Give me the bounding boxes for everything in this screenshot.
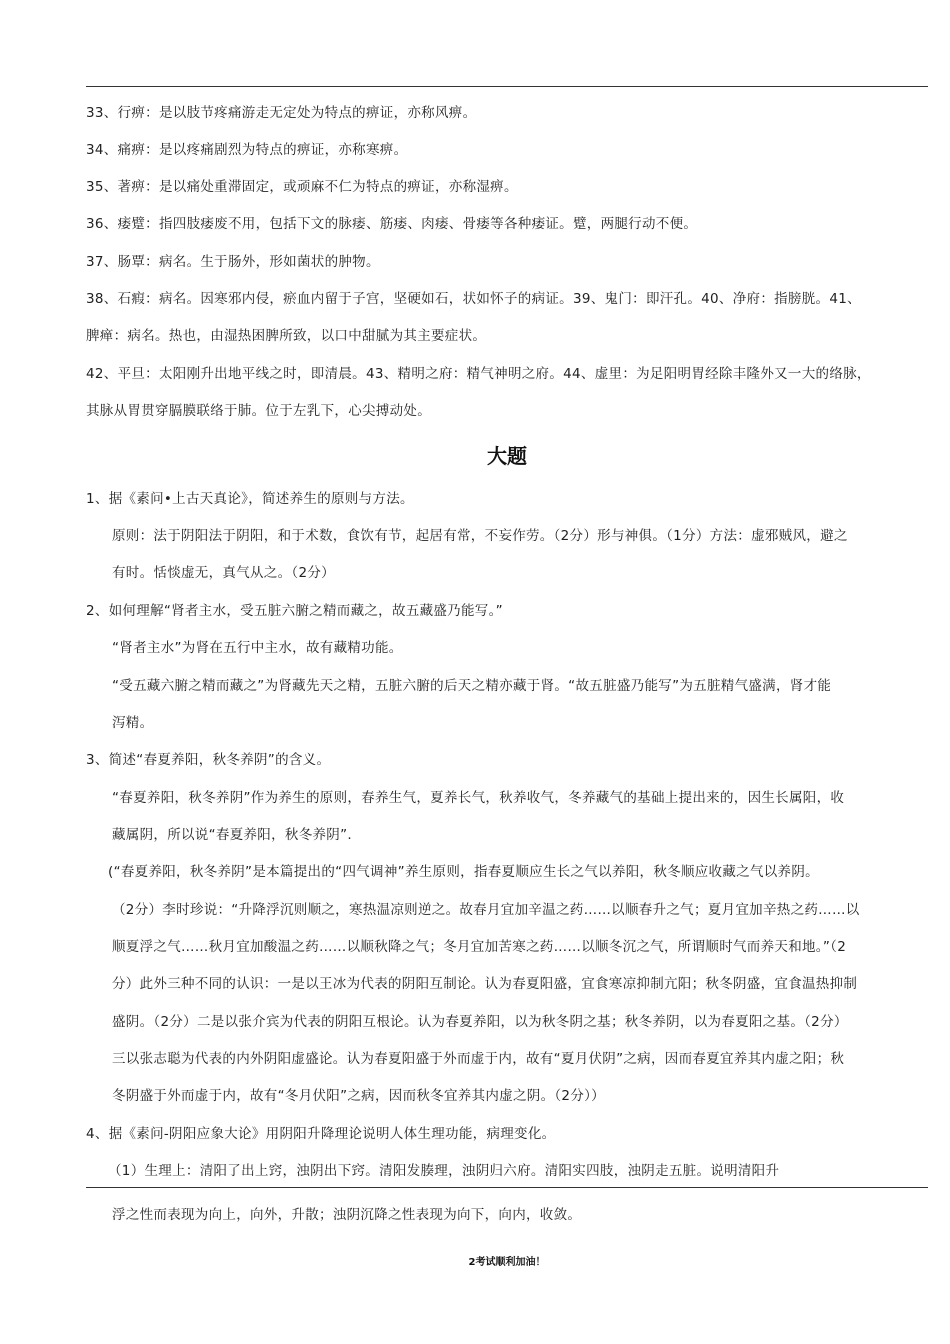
question-heading: 4、据《素问-阴阳应象大论》用阴阳升降理论说明人体生理功能，病理变化。: [86, 1126, 556, 1142]
answer-line: 有时。恬惔虚无，真气从之。（2分）: [112, 565, 335, 581]
page-footer: 2考试顺利加油！: [468, 1257, 546, 1268]
continuation-line: 浮之性而表现为向上，向外，升散；浊阴沉降之性表现为向下，向内，收敛。: [112, 1207, 582, 1223]
section-title: 大题: [487, 444, 527, 468]
answer-line: “受五藏六腑之精而藏之”为肾藏先天之精，五脏六腑的后天之精亦藏于肾。“故五脏盛乃能写”为五脏精气盛满，肾才能: [112, 678, 832, 694]
answer-line: 三以张志聪为代表的内外阴阳虚盛论。认为春夏阳盛于外而虚于内，故有“夏月伏阴”之病，因而春夏宜养其内虚之阳；秋: [112, 1051, 845, 1067]
answer-line: “肾者主水”为肾在五行中主水，故有藏精功能。: [112, 640, 403, 656]
question-heading: 2、如何理解“肾者主水，受五脏六腑之精而藏之，故五藏盛乃能写。”: [86, 603, 503, 619]
answer-line: 冬阴盛于外而虚于内，故有“冬月伏阳”之病，因而秋冬宜养其内虚之阴。（2分））: [112, 1088, 605, 1104]
answer-line: （2分）李时珍说：“升降浮沉则顺之，寒热温凉则逆之。故春月宜加辛温之药……以顺春升之气；夏月宜加辛热之药……以: [112, 902, 860, 918]
definition-line: 36、痿躄：指四肢痿废不用，包括下文的脉痿、筋痿、肉痿、骨痿等各种痿证。躄，两腿行动不便。: [86, 216, 698, 232]
answer-line: （1）生理上：清阳了出上窍，浊阴出下窍。清阳发腠理，浊阴归六府。清阳实四肢，浊阴走五脏。说明清阳升: [108, 1163, 780, 1179]
answer-line: 盛阴。（2分）二是以张介宾为代表的阴阳互根论。认为春夏养阳，以为秋冬阴之基；秋冬养阴，以为春夏阳之基。（2分）: [112, 1014, 848, 1030]
separator-rule: [86, 1187, 928, 1188]
answer-line: 原则：法于阴阳法于阴阳，和于术数，食饮有节，起居有常，不妄作劳。（2分）形与神俱。（1分）方法：虚邪贼风，避之: [112, 528, 848, 544]
answer-line: 藏属阴，所以说“春夏养阳，秋冬养阴”.: [112, 827, 352, 843]
answer-line: 顺夏浮之气……秋月宜加酸温之药……以顺秋降之气；冬月宜加苦寒之药……以顺冬沉之气，所谓顺时气而养天和地。”（2: [112, 939, 847, 955]
answer-line: 泻精。: [112, 715, 154, 731]
definition-line: 其脉从胃贯穿膈膜联络于肺。位于左乳下，心尖搏动处。: [86, 403, 431, 419]
definition-line: 38、石瘕：病名。因寒邪内侵，瘀血内留于子宫，坚硬如石，状如怀子的病证。39、鬼门：即汗孔。40、净府：指膀胱。41、: [86, 291, 861, 307]
definition-line: 42、平旦：太阳刚升出地平线之时，即清晨。43、精明之府：精气神明之府。44、虚里：为足阳明胃经除丰隆外又一大的络脉，: [86, 366, 871, 382]
definition-line: 33、行痹：是以肢节疼痛游走无定处为特点的痹证，亦称风痹。: [86, 105, 477, 121]
answer-line: “春夏养阳，秋冬养阴”作为养生的原则，春养生气，夏养长气，秋养收气，冬养藏气的基础上提出来的，因生长属阳，收: [112, 790, 845, 806]
definition-line: 37、肠覃：病名。生于肠外，形如菌状的肿物。: [86, 254, 380, 270]
definition-line: 35、著痹：是以痛处重滞固定，或顽麻不仁为特点的痹证，亦称湿痹。: [86, 179, 518, 195]
definition-line: 脾瘅：病名。热也，由湿热困脾所致，以口中甜腻为其主要症状。: [86, 328, 487, 344]
header-rule: [86, 86, 928, 87]
question-heading: 3、简述“春夏养阳，秋冬养阴”的含义。: [86, 752, 331, 768]
answer-line: (“春夏养阳，秋冬养阴”是本篇提出的“四气调神”养生原则，指春夏顺应生长之气以养阳，秋冬顺应收藏之气以养阴。: [108, 864, 819, 880]
answer-line: 分）此外三种不同的认识：一是以王冰为代表的阴阳互制论。认为春夏阳盛，宜食寒凉抑制亢阳；秋冬阴盛，宜食温热抑制: [112, 976, 858, 992]
question-heading: 1、据《素问•上古天真论》，简述养生的原则与方法。: [86, 491, 414, 507]
definition-line: 34、痛痹：是以疼痛剧烈为特点的痹证，亦称寒痹。: [86, 142, 408, 158]
